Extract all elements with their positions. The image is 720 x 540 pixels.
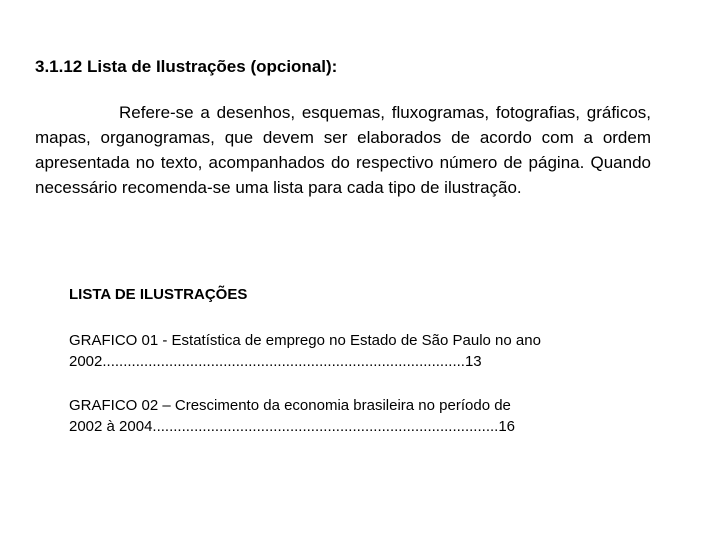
section-paragraph: Refere-se a desenhos, esquemas, fluxogramas, fotografias, gráficos, mapas, organogramas, que devem ser elaborados de acordo com a ordem apresentada no texto, acompanhados do respectivo número de página. Quando necessário recomenda-se uma lista para cada tipo de ilustração. <box>35 103 651 197</box>
list-of-illustrations-title: LISTA DE ILUSTRAÇÕES <box>69 286 248 303</box>
list-entry-caption: GRAFICO 02 – Crescimento da economia brasileira no período de <box>69 397 511 414</box>
list-entry-grafico-02 <box>69 395 515 437</box>
list-entry-page-reference: 2002.......................................................................................13 <box>69 353 482 370</box>
list-entry-caption: GRAFICO 01 - Estatística de emprego no Estado de São Paulo no ano <box>69 332 541 349</box>
section-heading: 3.1.12 Lista de Ilustrações (opcional): <box>35 57 338 76</box>
list-entry-grafico-01 <box>69 330 541 372</box>
list-entry-page-reference: 2002 à 2004...................................................................................16 <box>69 418 516 435</box>
